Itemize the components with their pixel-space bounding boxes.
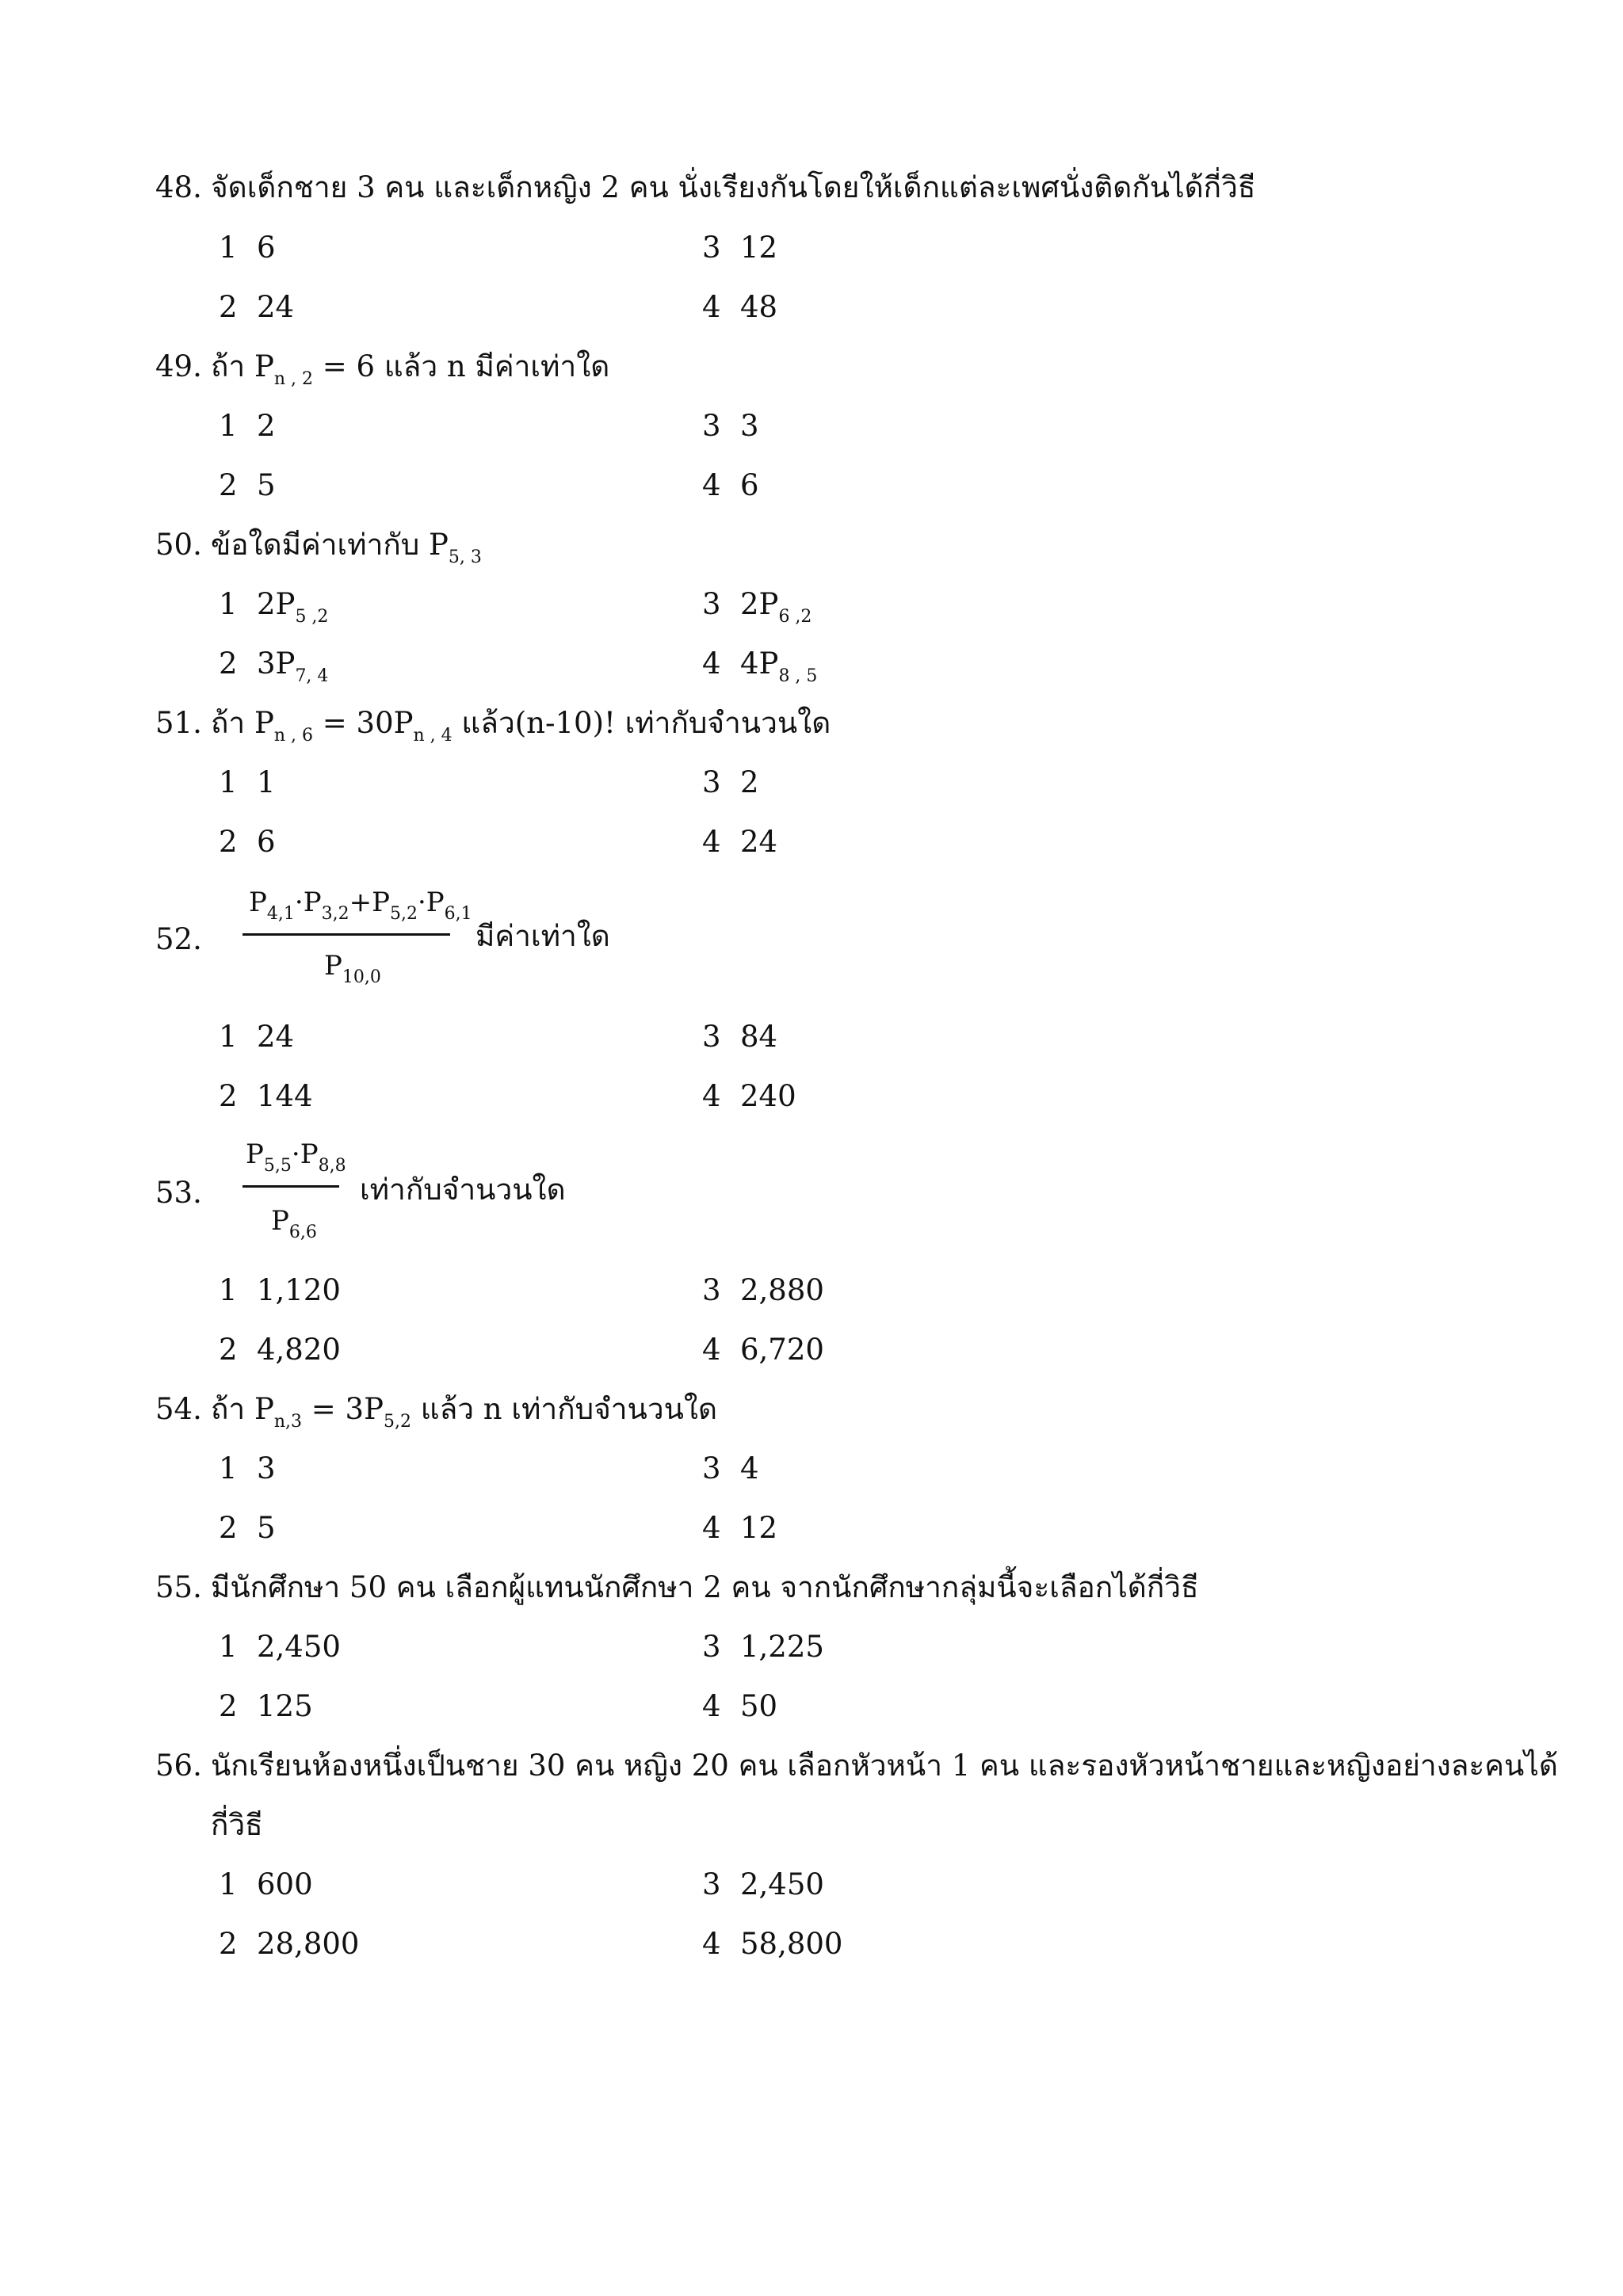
stem-text: ถ้า P	[211, 706, 274, 740]
subscript: n , 2	[273, 369, 313, 389]
option-key: 1	[219, 409, 238, 443]
stem-text: = 30P	[313, 706, 414, 740]
symbol-p: P	[271, 1205, 289, 1237]
stem-text: แล้ว n เท่ากับจำนวนใด	[411, 1392, 718, 1426]
question-stem	[211, 349, 610, 389]
fraction-denominator	[271, 1205, 317, 1242]
option-key: 4	[702, 1333, 721, 1367]
option-key: 2	[219, 646, 238, 681]
question-48	[155, 170, 1256, 204]
option-value: 6,720	[740, 1333, 824, 1367]
option-49-4	[702, 468, 759, 502]
option-value: 12	[740, 1511, 778, 1545]
subscript: 7, 4	[295, 666, 329, 686]
option-key: 2	[219, 1689, 238, 1723]
option-53-1	[219, 1273, 341, 1307]
option-value	[257, 646, 329, 686]
option-key: 2	[219, 825, 238, 859]
question-51	[155, 706, 831, 746]
option-key: 2	[219, 290, 238, 324]
subscript: 5,2	[389, 904, 418, 924]
subscript: 8 , 5	[778, 666, 818, 686]
option-key: 2	[219, 1511, 238, 1545]
question-stem	[211, 528, 482, 567]
option-value: 5	[257, 1511, 276, 1545]
option-55-1	[219, 1630, 341, 1664]
option-key: 2	[219, 468, 238, 502]
option-text: 3P	[257, 646, 296, 681]
option-value: 4,820	[257, 1333, 341, 1367]
option-value: 12	[740, 231, 778, 265]
option-48-4	[702, 292, 777, 322]
option-50-1	[219, 587, 329, 627]
symbol-p: P	[246, 1138, 264, 1170]
option-key: 1	[219, 1451, 238, 1486]
option-key: 4	[702, 1079, 721, 1113]
question-49	[155, 349, 610, 389]
option-56-4	[702, 1927, 843, 1961]
option-text: 2P	[740, 587, 779, 621]
option-value: 5	[257, 468, 276, 502]
option-49-2	[219, 468, 276, 502]
option-value: 2	[257, 409, 276, 443]
question-number: 54.	[155, 1392, 202, 1426]
option-51-4	[702, 825, 778, 859]
question-number: 53.	[155, 1176, 202, 1210]
option-key: 4	[702, 1689, 721, 1723]
question-stem	[211, 1392, 718, 1432]
option-text: 4P	[740, 646, 779, 681]
question-54	[155, 1392, 718, 1432]
option-value: 1	[257, 765, 276, 799]
option-key: 4	[702, 1927, 721, 1961]
question-55	[155, 1570, 1199, 1604]
stem-text: = 6 แล้ว n มีค่าเท่าใด	[313, 349, 610, 383]
option-56-3	[702, 1867, 824, 1901]
option-value: 24	[257, 290, 295, 324]
option-key: 1	[219, 1020, 238, 1054]
question-stem-continuation: กี่วิธี	[211, 1808, 263, 1842]
option-value: 1,120	[257, 1273, 341, 1307]
option-value: 6	[257, 825, 276, 859]
option-49-1	[219, 411, 276, 441]
option-55-4	[702, 1691, 777, 1721]
question-stem: นักเรียนห้องหนึ่งเป็นชาย 30 คน หญิง 20 คน เลือกหัวหน้า 1 คน และรองหัวหน้าชายและหญิงอย่างละคนได้	[211, 1749, 1558, 1783]
option-key: 2	[219, 1333, 238, 1367]
question-tail: มีค่าเท่าใด	[475, 919, 610, 953]
option-54-1	[219, 1451, 276, 1486]
option-48-2	[219, 292, 294, 322]
subscript: n , 4	[413, 726, 453, 746]
question-52	[155, 922, 211, 956]
option-value: 6	[740, 468, 759, 502]
option-key: 3	[702, 231, 721, 265]
fraction-numerator	[249, 887, 472, 924]
question-number: 48.	[155, 170, 202, 204]
subscript: n,3	[273, 1412, 303, 1432]
option-value: 28,800	[257, 1927, 360, 1961]
option-value: 125	[257, 1689, 313, 1723]
question-tail: เท่ากับจำนวนใด	[360, 1173, 566, 1207]
option-value: 144	[257, 1079, 313, 1113]
option-value: 1,225	[740, 1630, 824, 1664]
subscript: 5, 3	[448, 547, 482, 567]
question-56	[155, 1749, 1558, 1783]
option-key: 3	[702, 1273, 721, 1307]
option-value	[740, 646, 818, 686]
option-value: 58,800	[740, 1927, 843, 1961]
subscript: 6,6	[288, 1222, 317, 1242]
subscript: 3,2	[321, 904, 349, 924]
option-50-3	[702, 587, 812, 627]
option-value: 84	[740, 1020, 778, 1054]
option-51-3	[702, 765, 759, 799]
option-value: 600	[257, 1867, 313, 1901]
symbol-p: P	[249, 887, 267, 918]
stem-text: แล้ว(n-10)! เท่ากับจำนวนใด	[452, 706, 831, 740]
question-stem: มีนักศึกษา 50 คน เลือกผู้แทนนักศึกษา 2 คน จากนักศึกษากลุ่มนี้จะเลือกได้กี่วิธี	[211, 1570, 1199, 1604]
option-value: 4	[740, 1451, 759, 1486]
option-key: 1	[219, 1273, 238, 1307]
option-key: 2	[219, 1079, 238, 1113]
fraction-q53	[242, 1131, 353, 1250]
question-number: 56.	[155, 1749, 202, 1783]
option-key: 3	[702, 409, 721, 443]
option-52-4	[702, 1081, 796, 1111]
option-54-2	[219, 1513, 276, 1543]
option-value: 2,450	[740, 1867, 824, 1901]
question-stem: จัดเด็กชาย 3 คน และเด็กหญิง 2 คน นั่งเรียงกันโดยให้เด็กแต่ละเพศนั่งติดกันได้กี่วิธี	[211, 170, 1256, 204]
subscript: 5,5	[263, 1156, 292, 1176]
option-key: 3	[702, 1867, 721, 1901]
question-number: 55.	[155, 1570, 202, 1604]
option-value: 48	[740, 290, 778, 324]
option-52-2	[219, 1081, 313, 1111]
option-key: 4	[702, 646, 721, 681]
option-key: 1	[219, 231, 238, 265]
symbol-p: P	[324, 950, 342, 982]
subscript: 6 ,2	[778, 607, 812, 627]
option-key: 1	[219, 765, 238, 799]
option-52-1	[219, 1020, 295, 1054]
option-50-2	[219, 646, 329, 686]
option-value: 240	[740, 1079, 796, 1113]
option-value: 6	[257, 231, 276, 265]
option-key: 3	[702, 587, 721, 621]
symbol-plus-p: +P	[349, 887, 390, 918]
option-50-4	[702, 646, 818, 686]
option-key: 4	[702, 1511, 721, 1545]
question-stem	[211, 706, 831, 746]
option-value: 3	[740, 409, 759, 443]
option-52-3	[702, 1020, 778, 1054]
option-text: 2P	[257, 587, 296, 621]
option-53-4	[702, 1333, 824, 1367]
option-key: 1	[219, 1867, 238, 1901]
option-51-2	[219, 825, 276, 859]
option-key: 4	[702, 825, 721, 859]
option-value: 24	[257, 1020, 295, 1054]
option-48-1	[219, 231, 276, 265]
option-value	[257, 587, 329, 627]
subscript: 5 ,2	[295, 607, 329, 627]
option-value: 24	[740, 825, 778, 859]
fraction-numerator	[246, 1138, 346, 1176]
option-key: 3	[702, 1020, 721, 1054]
fraction-bar	[242, 933, 450, 936]
fraction-denominator	[324, 950, 381, 987]
option-49-3	[702, 411, 759, 441]
symbol-dot-p: ·P	[291, 1138, 319, 1170]
option-key: 3	[702, 1630, 721, 1664]
stem-text: ข้อใดมีค่าเท่ากับ P	[211, 528, 449, 562]
stem-text: ถ้า P	[211, 1392, 274, 1426]
stem-text: ถ้า P	[211, 349, 274, 383]
option-value: 50	[740, 1689, 778, 1723]
option-key: 3	[702, 765, 721, 799]
fraction-q52	[242, 879, 472, 990]
option-48-3	[702, 231, 778, 265]
question-53	[155, 1176, 211, 1210]
option-value	[740, 587, 812, 627]
option-key: 1	[219, 587, 238, 621]
question-number: 49.	[155, 349, 202, 383]
option-56-2	[219, 1927, 360, 1961]
symbol-dot-p: ·P	[417, 887, 445, 918]
option-54-3	[702, 1451, 759, 1486]
fraction-bar	[242, 1185, 339, 1188]
option-55-3	[702, 1630, 824, 1664]
option-56-1	[219, 1867, 313, 1901]
option-53-3	[702, 1273, 824, 1307]
option-key: 2	[219, 1927, 238, 1961]
question-50	[155, 528, 482, 567]
question-number: 52.	[155, 922, 202, 956]
question-number: 51.	[155, 706, 202, 740]
option-key: 4	[702, 290, 721, 324]
option-value: 3	[257, 1451, 276, 1486]
subscript: 8,8	[318, 1156, 346, 1176]
option-key: 1	[219, 1630, 238, 1664]
option-key: 4	[702, 468, 721, 502]
option-54-4	[702, 1513, 777, 1543]
subscript: 10,0	[342, 967, 381, 987]
option-55-2	[219, 1691, 313, 1721]
subscript: 6,1	[444, 904, 472, 924]
subscript: 5,2	[383, 1412, 411, 1432]
option-53-2	[219, 1333, 341, 1367]
question-number: 50.	[155, 528, 202, 562]
subscript: n , 6	[273, 726, 313, 746]
option-value: 2,880	[740, 1273, 824, 1307]
stem-text: = 3P	[302, 1392, 384, 1426]
option-51-1	[219, 765, 276, 799]
subscript: 4,1	[266, 904, 295, 924]
symbol-dot-p: ·P	[294, 887, 322, 918]
option-value: 2,450	[257, 1630, 341, 1664]
option-value: 2	[740, 765, 759, 799]
option-key: 3	[702, 1451, 721, 1486]
